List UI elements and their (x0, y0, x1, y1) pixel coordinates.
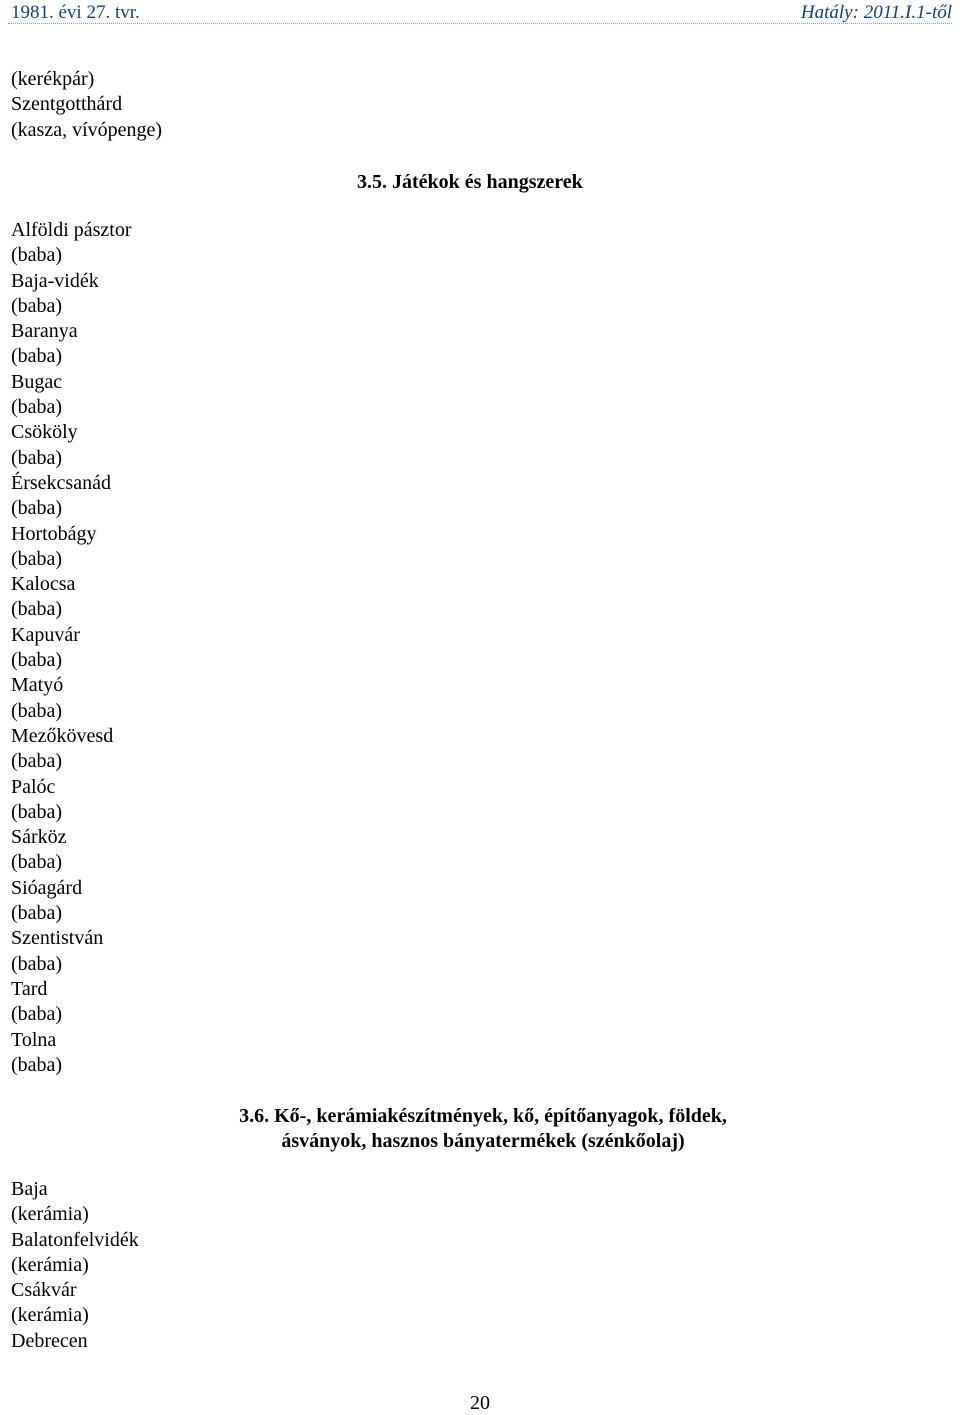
list-item: Kapuvár (11, 623, 80, 646)
list-item: (kerámia) (11, 1253, 89, 1276)
list-item: (baba) (11, 851, 63, 874)
list-item: (baba) (11, 598, 63, 621)
list-item: Baja-vidék (11, 269, 99, 292)
entry-list-dolls (11, 218, 132, 1078)
heading-line-1: 3.6. Kő-, kerámiakészítmények, kő, építőanyagok, földek, (239, 1105, 727, 1127)
list-item: (baba) (11, 294, 63, 317)
list-item: Mezőkövesd (11, 724, 114, 747)
list-item: Sárköz (11, 826, 67, 849)
list-item: (baba) (11, 1053, 63, 1076)
list-item: (kerámia) (11, 1203, 89, 1226)
list-item: (kerékpár) (11, 68, 95, 90)
list-item: (baba) (11, 902, 63, 925)
header-rule (8, 23, 952, 24)
list-item: Alföldi pásztor (11, 219, 132, 241)
list-item: (baba) (11, 750, 63, 773)
section-heading-3-6 (213, 1104, 753, 1154)
list-item: Baranya (11, 320, 78, 343)
list-item: Baja (11, 1178, 48, 1200)
list-item: Szentgotthárd (11, 93, 123, 116)
list-item: (baba) (11, 244, 63, 267)
list-item: Tolna (11, 1028, 57, 1051)
section-heading-3-5: 3.5. Játékok és hangszerek (357, 171, 583, 193)
list-item: (kerámia) (11, 1304, 89, 1327)
page-number: 20 (470, 1392, 490, 1414)
list-item: (baba) (11, 547, 63, 570)
list-item: Debrecen (11, 1329, 88, 1352)
page-header (0, 0, 960, 24)
list-item: Balatonfelvidék (11, 1228, 139, 1251)
list-item: Érsekcsanád (11, 471, 111, 494)
list-item: (kasza, vívópenge) (11, 118, 163, 141)
list-item: (baba) (11, 1003, 63, 1026)
validity-date: Hatály: 2011.I.1-től (800, 2, 952, 23)
list-item: (baba) (11, 446, 63, 469)
list-item: Matyó (11, 674, 64, 697)
list-item: (baba) (11, 952, 63, 975)
list-item: (baba) (11, 800, 63, 823)
list-item: (baba) (11, 497, 63, 520)
list-item: Palóc (11, 775, 56, 798)
list-item: Hortobágy (11, 522, 97, 545)
list-item: Csákvár (11, 1279, 77, 1302)
list-item: Tard (11, 977, 48, 1000)
list-item: Bugac (11, 370, 63, 393)
heading-line-2: ásványok, hasznos bányatermékek (szénkőolaj) (281, 1130, 685, 1152)
list-item: Csököly (11, 421, 78, 444)
list-item: (baba) (11, 649, 63, 672)
list-item: Szentistván (11, 927, 104, 950)
list-item: Kalocsa (11, 573, 76, 596)
entry-list-ceramics (11, 1177, 139, 1354)
list-item: (baba) (11, 396, 63, 419)
list-item: (baba) (11, 699, 63, 722)
entry-list-top (11, 67, 162, 143)
list-item: (baba) (11, 345, 63, 368)
law-reference: 1981. évi 27. tvr. (11, 2, 140, 23)
list-item: Sióagárd (11, 876, 83, 899)
